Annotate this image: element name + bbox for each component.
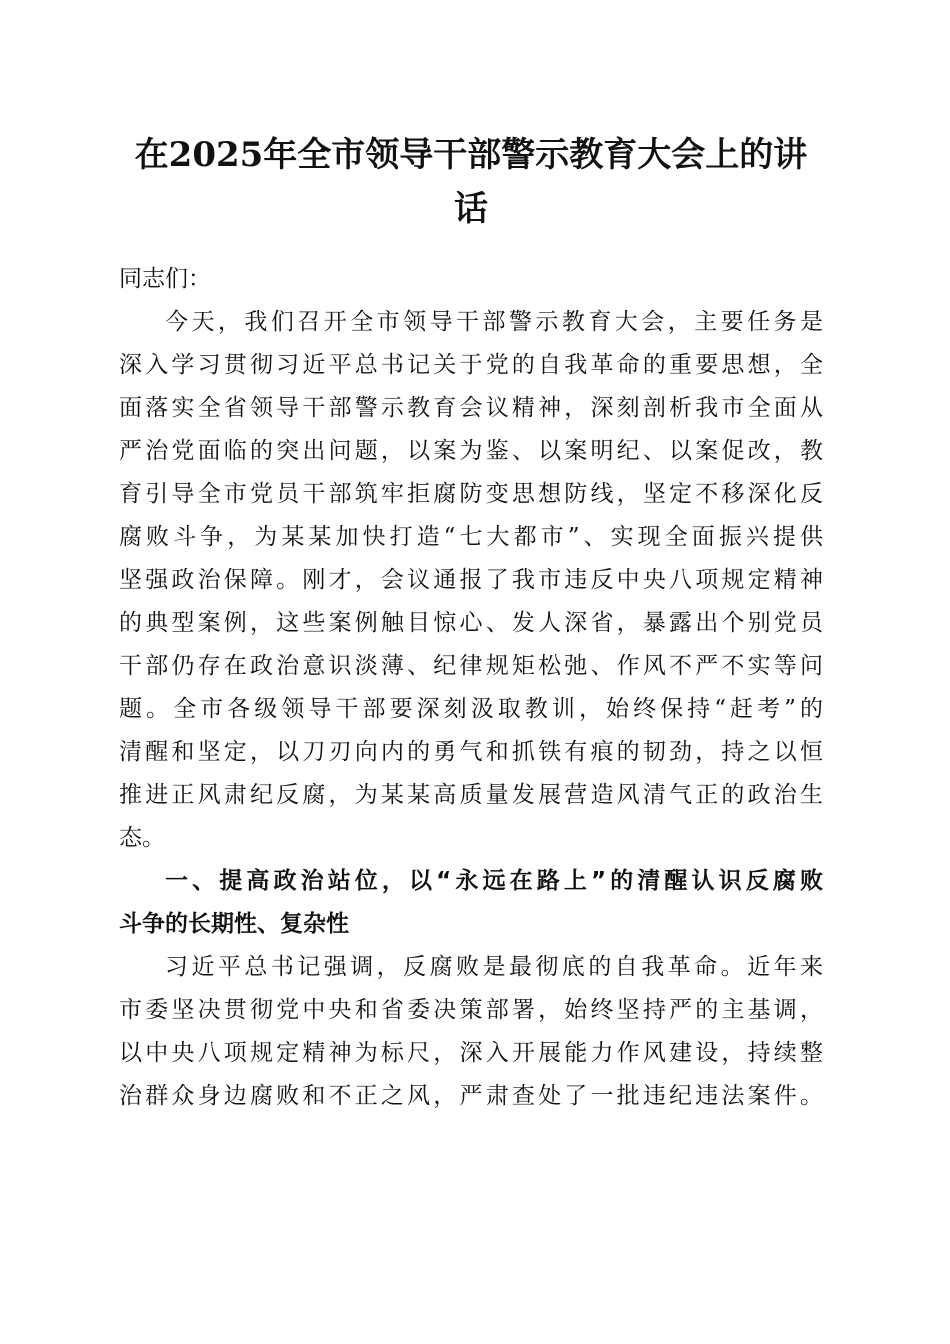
title-line-1: 在2025年全市领导干部警示教育大会上的讲: [134, 135, 808, 175]
heading-line: 斗争的长期性、复杂性: [119, 911, 349, 937]
heading-line: 一、提高政治站位，以“永远在路上”的清醒认识反腐败: [165, 868, 823, 894]
paragraph-line: 清醒和坚定，以刀刃向内的勇气和抓铁有痕的韧劲，持之以恒: [119, 739, 823, 765]
paragraph-line: 严治党面临的突出问题，以案为鉴、以案明纪、以案促改，教: [119, 438, 823, 464]
paragraph-line: 坚强政治保障。刚才，会议通报了我市违反中央八项规定精神: [119, 567, 823, 593]
section-heading-1: [119, 860, 823, 946]
document-body: [119, 128, 823, 1118]
paragraph-line: 深入学习贯彻习近平总书记关于党的自我革命的重要思想，全: [119, 352, 823, 378]
document-title: [119, 128, 823, 236]
paragraph-line: 干部仍存在政治意识淡薄、纪律规矩松弛、作风不严不实等问: [119, 653, 823, 679]
paragraph-opening: [119, 301, 823, 860]
paragraph-line: 今天，我们召开全市领导干部警示教育大会，主要任务是: [165, 309, 823, 335]
paragraph-line: 育引导全市党员干部筑牢拒腐防变思想防线，坚定不移深化反: [119, 481, 823, 507]
paragraph-line: 习近平总书记强调，反腐败是最彻底的自我革命。近年来: [165, 954, 823, 980]
paragraph-line: 以中央八项规定精神为标尺，深入开展能力作风建设，持续整: [119, 1040, 823, 1066]
paragraph-line: 市委坚决贯彻党中央和省委决策部署，始终坚持严的主基调，: [119, 997, 823, 1023]
paragraph-line: 面落实全省领导干部警示教育会议精神，深刻剖析我市全面从: [119, 395, 823, 421]
paragraph-line: 题。全市各级领导干部要深刻汲取教训，始终保持“赶考”的: [119, 696, 823, 722]
paragraph-line: 推进正风肃纪反腐，为某某高质量发展营造风清气正的政治生: [119, 782, 823, 808]
title-line-2: 话: [454, 189, 488, 229]
paragraph-section-1: [119, 946, 823, 1118]
paragraph-line: 的典型案例，这些案例触目惊心、发人深省，暴露出个别党员: [119, 610, 823, 636]
paragraph-line: 腐败斗争，为某某加快打造“七大都市”、实现全面振兴提供: [119, 524, 823, 550]
salutation: 同志们：: [119, 266, 211, 292]
paragraph-line: 态。: [119, 825, 165, 851]
paragraph-line: 治群众身边腐败和不正之风，严肃查处了一批违纪违法案件。: [119, 1083, 823, 1109]
